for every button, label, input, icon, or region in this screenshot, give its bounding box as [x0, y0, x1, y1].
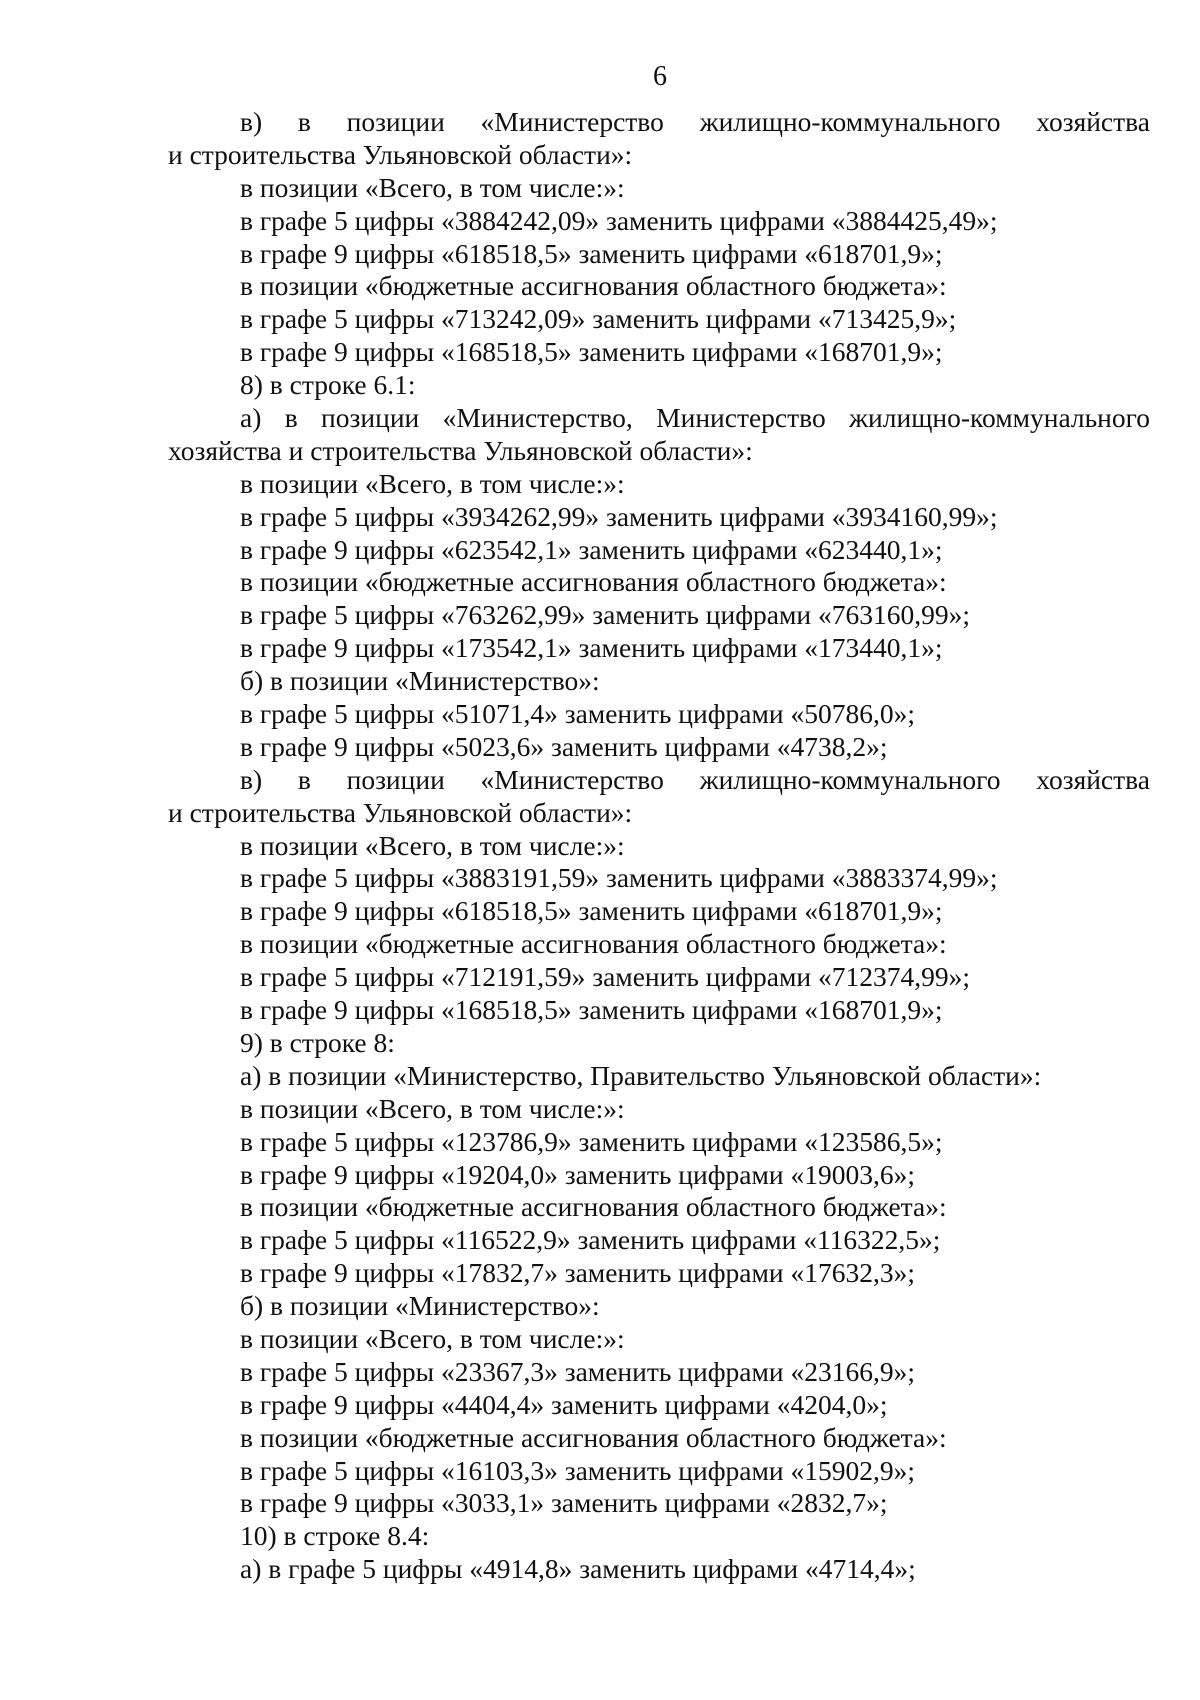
text-line: в позиции «Всего, в том числе:»: — [240, 1322, 625, 1354]
text-line: и строительства Ульяновской области»: — [168, 138, 633, 170]
page-number: 6 — [653, 61, 667, 92]
text-line: в графе 9 цифры «618518,5» заменить цифрами «618701,9»; — [240, 237, 943, 269]
text-line: в графе 5 цифры «116522,9» заменить цифрами «116322,5»; — [240, 1224, 941, 1256]
text-line: а) в позиции «Министерство, Министерство жилищно-коммунального — [240, 402, 1150, 434]
text-line: в) в позиции «Министерство жилищно-коммунального хозяйства — [240, 106, 1150, 137]
text-line: в позиции «Всего, в том числе:»: — [240, 467, 625, 499]
text-line: в графе 9 цифры «4404,4» заменить цифрами «4204,0»; — [240, 1388, 888, 1420]
text-line: хозяйства и строительства Ульяновской области»: — [168, 434, 753, 466]
text-line: в) в позиции «Министерство жилищно-коммунального хозяйства — [240, 763, 1150, 795]
text-line: в графе 5 цифры «51071,4» заменить цифрами «50786,0»; — [240, 698, 915, 730]
text-line: в графе 5 цифры «123786,9» заменить цифрами «123586,5»; — [240, 1125, 943, 1157]
text-line: а) в графе 5 цифры «4914,8» заменить цифрами «4714,4»; — [240, 1553, 916, 1585]
text-line: в графе 5 цифры «23367,3» заменить цифрами «23166,9»; — [240, 1355, 915, 1387]
text-line: в графе 9 цифры «623542,1» заменить цифрами «623440,1»; — [240, 533, 943, 565]
text-line: в позиции «Всего, в том числе:»: — [240, 829, 625, 861]
text-line: в графе 9 цифры «3033,1» заменить цифрами «2832,7»; — [240, 1487, 888, 1519]
text-line: в позиции «бюджетные ассигнования областного бюджета»: — [240, 928, 947, 960]
text-line: в позиции «Всего, в том числе:»: — [240, 1092, 625, 1124]
text-line: в графе 5 цифры «763262,99» заменить цифрами «763160,99»; — [240, 599, 970, 631]
text-line: б) в позиции «Министерство»: — [240, 665, 600, 697]
text-line: в позиции «бюджетные ассигнования областного бюджета»: — [240, 1421, 947, 1453]
text-line: в графе 5 цифры «3883191,59» заменить цифрами «3883374,99»; — [240, 862, 998, 894]
text-line: в графе 5 цифры «3884242,09» заменить цифрами «3884425,49»; — [240, 204, 998, 236]
text-line: в графе 5 цифры «713242,09» заменить цифрами «713425,9»; — [240, 303, 957, 335]
text-line: в позиции «бюджетные ассигнования областного бюджета»: — [240, 566, 947, 598]
text-line: в графе 5 цифры «16103,3» заменить цифрами «15902,9»; — [240, 1454, 915, 1486]
text-line: в графе 9 цифры «5023,6» заменить цифрами «4738,2»; — [240, 730, 888, 762]
text-line: в графе 9 цифры «168518,5» заменить цифрами «168701,9»; — [240, 994, 943, 1026]
text-line: в графе 5 цифры «3934262,99» заменить цифрами «3934160,99»; — [240, 500, 998, 532]
text-line: в графе 5 цифры «712191,59» заменить цифрами «712374,99»; — [240, 961, 970, 993]
text-line: в графе 9 цифры «168518,5» заменить цифрами «168701,9»; — [240, 336, 943, 368]
text-line: 10) в строке 8.4: — [240, 1520, 430, 1552]
text-line: в графе 9 цифры «173542,1» заменить цифрами «173440,1»; — [240, 632, 943, 664]
text-line: и строительства Ульяновской области»: — [168, 796, 633, 828]
text-line: 8) в строке 6.1: — [240, 369, 416, 401]
text-line: 9) в строке 8: — [240, 1026, 395, 1058]
text-line: в позиции «бюджетные ассигнования областного бюджета»: — [240, 1191, 947, 1223]
text-line: в графе 9 цифры «618518,5» заменить цифрами «618701,9»; — [240, 895, 943, 927]
text-line: в позиции «Всего, в том числе:»: — [240, 171, 625, 203]
text-line: б) в позиции «Министерство»: — [240, 1290, 600, 1322]
text-line: а) в позиции «Министерство, Правительство Ульяновской области»: — [240, 1059, 1042, 1091]
text-line: в графе 9 цифры «17832,7» заменить цифрами «17632,3»; — [240, 1257, 915, 1289]
text-line: в позиции «бюджетные ассигнования областного бюджета»: — [240, 270, 947, 302]
document-body — [168, 106, 1150, 1586]
text-line: в графе 9 цифры «19204,0» заменить цифрами «19003,6»; — [240, 1158, 915, 1190]
